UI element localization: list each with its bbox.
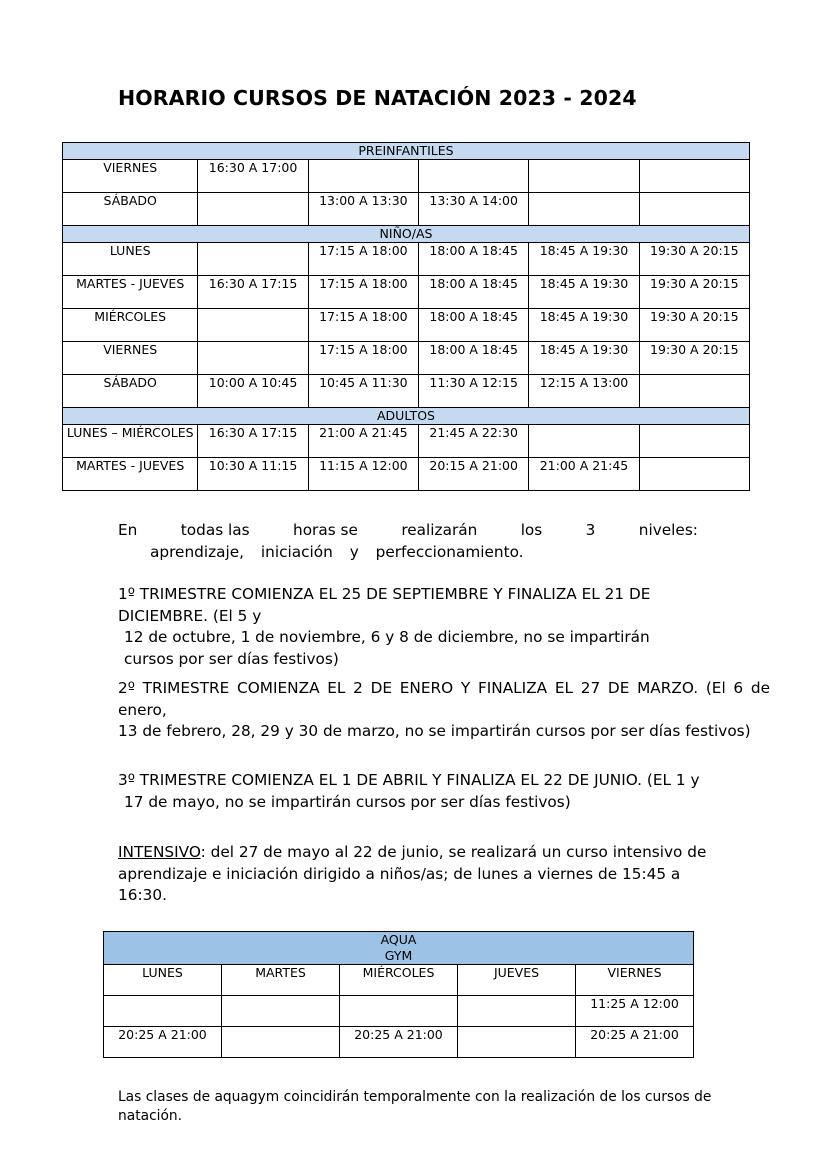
time-slot-cell: [639, 425, 749, 458]
time-slot-cell: [198, 243, 308, 276]
time-slot-cell: 19:30 A 20:15: [639, 276, 749, 309]
time-slot-cell: [308, 160, 418, 193]
time-slot-cell: 18:00 A 18:45: [419, 309, 529, 342]
time-slot-cell: 17:15 A 18:00: [308, 342, 418, 375]
time-slot-cell: [639, 458, 749, 491]
aquagym-day-header: JUEVES: [458, 965, 576, 996]
time-slot-cell: 10:30 A 11:15: [198, 458, 308, 491]
section-header-row: [63, 408, 750, 425]
intro-word: los: [520, 521, 543, 539]
time-slot-cell: 18:00 A 18:45: [419, 342, 529, 375]
time-slot-cell: [198, 309, 308, 342]
schedule-row: [63, 193, 750, 226]
time-slot-cell: 17:15 A 18:00: [308, 309, 418, 342]
time-slot-cell: 16:30 A 17:00: [198, 160, 308, 193]
time-slot-cell: 20:15 A 21:00: [419, 458, 529, 491]
day-cell: SÁBADO: [63, 375, 198, 408]
aquagym-schedule-body: [104, 996, 694, 1058]
aquagym-time-cell: 11:25 A 12:00: [576, 996, 694, 1027]
time-slot-cell: [529, 160, 639, 193]
time-slot-cell: 10:00 A 10:45: [198, 375, 308, 408]
time-slot-cell: 11:15 A 12:00: [308, 458, 418, 491]
time-slot-cell: 18:00 A 18:45: [419, 243, 529, 276]
time-slot-cell: 18:45 A 19:30: [529, 309, 639, 342]
section-header-cell: PREINFANTILES: [63, 143, 750, 160]
day-cell: MARTES - JUEVES: [63, 458, 198, 491]
time-slot-cell: [639, 193, 749, 226]
time-slot-cell: 12:15 A 13:00: [529, 375, 639, 408]
time-slot-cell: 18:00 A 18:45: [419, 276, 529, 309]
time-slot-cell: 21:45 A 22:30: [419, 425, 529, 458]
time-slot-cell: [639, 375, 749, 408]
trimester-2-line1: 2º TRIMESTRE COMIENZA EL 2 DE ENERO Y FINALIZA EL 27 DE MARZO. (El 6 de enero,: [118, 679, 770, 719]
trimester-2-info: [118, 678, 770, 743]
aquagym-day-header: MARTES: [222, 965, 340, 996]
schedule-row: [63, 458, 750, 491]
time-slot-cell: 16:30 A 17:15: [198, 425, 308, 458]
swim-schedule-table: [62, 142, 750, 491]
aquagym-note: Las clases de aquagym coincidirán temporalmente con la realización de los cursos de natación.: [118, 1089, 712, 1124]
day-cell: VIERNES: [63, 342, 198, 375]
time-slot-cell: [639, 160, 749, 193]
aquagym-time-cell: [222, 1027, 340, 1058]
swim-schedule-body: [63, 143, 750, 491]
intro-word: todas las: [180, 521, 250, 539]
time-slot-cell: 18:45 A 19:30: [529, 276, 639, 309]
aquagym-header: [104, 932, 694, 965]
aquagym-time-cell: [458, 1027, 576, 1058]
time-slot-cell: [419, 160, 529, 193]
intensive-label: INTENSIVO: [118, 843, 201, 861]
levels-intro: [118, 520, 698, 563]
day-cell: LUNES: [63, 243, 198, 276]
section-header-row: [63, 226, 750, 243]
time-slot-cell: 18:45 A 19:30: [529, 342, 639, 375]
time-slot-cell: 16:30 A 17:15: [198, 276, 308, 309]
levels-intro-line2: aprendizaje, iniciación y perfeccionamiento.: [150, 542, 524, 561]
day-cell: LUNES – MIÉRCOLES: [63, 425, 198, 458]
trimester-1-line3: cursos por ser días festivos): [124, 649, 339, 668]
intro-word: En: [118, 521, 138, 539]
time-slot-cell: [198, 193, 308, 226]
aquagym-time-cell: 20:25 A 21:00: [340, 1027, 458, 1058]
time-slot-cell: [529, 193, 639, 226]
aquagym-title-line1: AQUA: [380, 932, 417, 947]
section-header-row: [63, 143, 750, 160]
section-header-cell: ADULTOS: [63, 408, 750, 425]
intensive-info: [118, 842, 718, 907]
time-slot-cell: 13:30 A 14:00: [419, 193, 529, 226]
trimester-3-line1: 3º TRIMESTRE COMIENZA EL 1 DE ABRIL Y FINALIZA EL 22 DE JUNIO. (EL 1 y: [118, 771, 700, 789]
aquagym-time-cell: [104, 996, 222, 1027]
day-cell: MIÉRCOLES: [63, 309, 198, 342]
aquagym-title-line2: GYM: [384, 948, 413, 963]
section-header-cell: NIÑO/AS: [63, 226, 750, 243]
intro-word: 3: [585, 521, 596, 539]
time-slot-cell: [198, 342, 308, 375]
time-slot-cell: 13:00 A 13:30: [308, 193, 418, 226]
aquagym-time-cell: 20:25 A 21:00: [104, 1027, 222, 1058]
day-cell: MARTES - JUEVES: [63, 276, 198, 309]
trimester-1-line1: 1º TRIMESTRE COMIENZA EL 25 DE SEPTIEMBRE Y FINALIZA EL 21 DE DICIEMBRE. (El 5 y: [118, 585, 651, 625]
time-slot-cell: 21:00 A 21:45: [529, 458, 639, 491]
schedule-row: [63, 425, 750, 458]
time-slot-cell: 19:30 A 20:15: [639, 309, 749, 342]
aquagym-day-header: VIERNES: [576, 965, 694, 996]
time-slot-cell: 19:30 A 20:15: [639, 342, 749, 375]
schedule-row: [63, 309, 750, 342]
aquagym-time-cell: 20:25 A 21:00: [576, 1027, 694, 1058]
aquagym-row: [104, 996, 694, 1027]
aquagym-day-header: LUNES: [104, 965, 222, 996]
intensive-text: : del 27 de mayo al 22 de junio, se realizará un curso intensivo de aprendizaje e iniciación dirigido a niños/as; de lunes a viernes de 15:45 a 16:30.: [118, 843, 707, 904]
schedule-row: [63, 342, 750, 375]
schedule-row: [63, 375, 750, 408]
page-title: HORARIO CURSOS DE NATACIÓN 2023 - 2024: [118, 86, 637, 110]
trimester-1-info: [118, 584, 718, 670]
intro-word: niveles:: [638, 521, 698, 539]
trimester-3-info: [118, 770, 768, 813]
trimester-2-line2: 13 de febrero, 28, 29 y 30 de marzo, no se impartirán cursos por ser días festivos): [118, 722, 751, 740]
aquagym-days-row: [104, 965, 694, 996]
aquagym-time-cell: [222, 996, 340, 1027]
day-cell: SÁBADO: [63, 193, 198, 226]
trimester-1-line2: 12 de octubre, 1 de noviembre, 6 y 8 de diciembre, no se impartirán: [124, 628, 650, 646]
time-slot-cell: 17:15 A 18:00: [308, 276, 418, 309]
time-slot-cell: 19:30 A 20:15: [639, 243, 749, 276]
time-slot-cell: 21:00 A 21:45: [308, 425, 418, 458]
intro-word: horas se: [293, 521, 358, 539]
aquagym-time-cell: [458, 996, 576, 1027]
time-slot-cell: 11:30 A 12:15: [419, 375, 529, 408]
intro-word: realizarán: [401, 521, 478, 539]
time-slot-cell: 10:45 A 11:30: [308, 375, 418, 408]
levels-intro-line1: [118, 520, 698, 542]
aquagym-day-header: MIÉRCOLES: [340, 965, 458, 996]
schedule-row: [63, 276, 750, 309]
time-slot-cell: 18:45 A 19:30: [529, 243, 639, 276]
trimester-3-line2: 17 de mayo, no se impartirán cursos por ser días festivos): [124, 792, 571, 811]
schedule-row: [63, 160, 750, 193]
day-cell: VIERNES: [63, 160, 198, 193]
aquagym-schedule-table: [103, 931, 694, 1058]
schedule-row: [63, 243, 750, 276]
aquagym-row: [104, 1027, 694, 1058]
time-slot-cell: 17:15 A 18:00: [308, 243, 418, 276]
aquagym-time-cell: [340, 996, 458, 1027]
time-slot-cell: [529, 425, 639, 458]
